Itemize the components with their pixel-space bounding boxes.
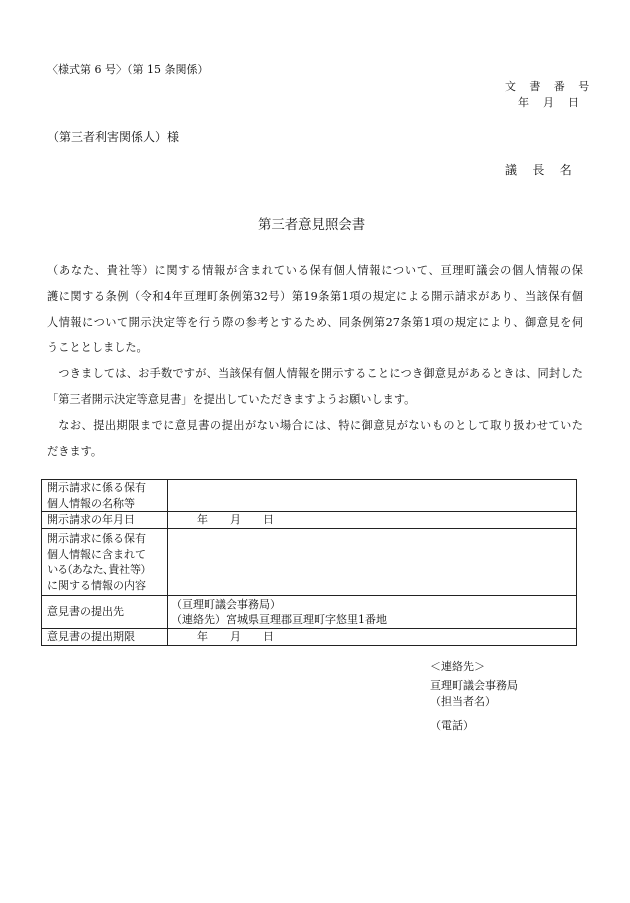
body-paragraph [47,258,583,361]
table-value-cell [168,596,577,629]
row-label-line: 個人情報に含まれて [47,547,146,561]
addressee: （第三者利害関係人）様 [47,130,180,144]
table-label-cell [42,629,168,646]
body-text [47,258,583,464]
table-value-cell [168,512,577,529]
body-line: うこととしました。 [47,341,148,355]
row-label-line: 開示請求の年月日 [47,513,135,527]
table-label-cell [42,480,168,512]
sender-title: 議 長 名 [505,163,574,177]
row-value-line: 年 月 日 [197,513,274,527]
form-number-label: 〈様式第 6 号〉（第 15 条関係） [47,63,209,76]
row-label-line: いる（あなた、貴社等） [47,563,147,576]
document-date-label: 年 月 日 [518,96,581,109]
body-paragraph [47,361,583,413]
table-label-cell [42,529,168,596]
body-line: つきましては、お手数ですが、当該保有個人情報を開示することにつき御意見があるときは、同封した [58,367,583,381]
row-value-line: 年 月 日 [197,630,274,643]
contact-person-label: （担当者名） [430,695,496,708]
table-label-cell [42,512,168,529]
row-label-line: 意見書の提出先 [47,605,124,619]
table-row [42,512,577,529]
document-title: 第三者意見照会書 [258,218,366,233]
table-value-cell [168,629,577,646]
body-paragraph [47,413,583,465]
row-label-line: 開示請求に係る保有 [47,481,146,494]
contact-heading: ＜連絡先＞ [430,660,485,673]
table-row [42,480,577,512]
body-line: （あなた、貴社等）に関する情報が含まれている保有個人情報について、亘理町議会の個人情報の保 [47,264,583,277]
row-value-line: （連絡先）宮城県亘理郡亘理町字悠里1番地 [171,613,387,626]
body-line: 「第三者開示決定等意見書」を提出していただきますようお願いします。 [47,392,416,406]
table-row [42,629,577,646]
body-line: だきます。 [47,444,103,458]
table-row [42,529,577,596]
document-number-label: 文 書 番 号 [505,80,591,93]
row-label-line: 意見書の提出期限 [47,630,135,643]
contact-office: 亘理町議会事務局 [430,679,518,692]
row-label-line: 開示請求に係る保有 [47,532,146,545]
body-line: なお、提出期限までに意見書の提出がない場合には、特に御意見がないものとして取り扱わせていた [58,418,583,432]
row-label-line: に関する情報の内容 [47,578,146,592]
table-label-cell [42,596,168,629]
body-line: 護に関する条例（令和4年亘理町条例第32号）第19条第1項の規定による開示請求があり、当該保有個 [47,289,583,303]
contact-phone-label: （電話） [430,719,474,732]
row-value-line: （亘理町議会事務局） [171,597,281,611]
table-value-cell [168,529,577,596]
info-table [41,479,577,646]
body-line: 人情報について開示決定等を行う際の参考とするため、同条例第27条第1項の規定により、御意見を伺 [47,315,583,329]
row-label-line: 個人情報の名称等 [47,496,135,510]
table-value-cell [168,480,577,512]
table-row [42,596,577,629]
